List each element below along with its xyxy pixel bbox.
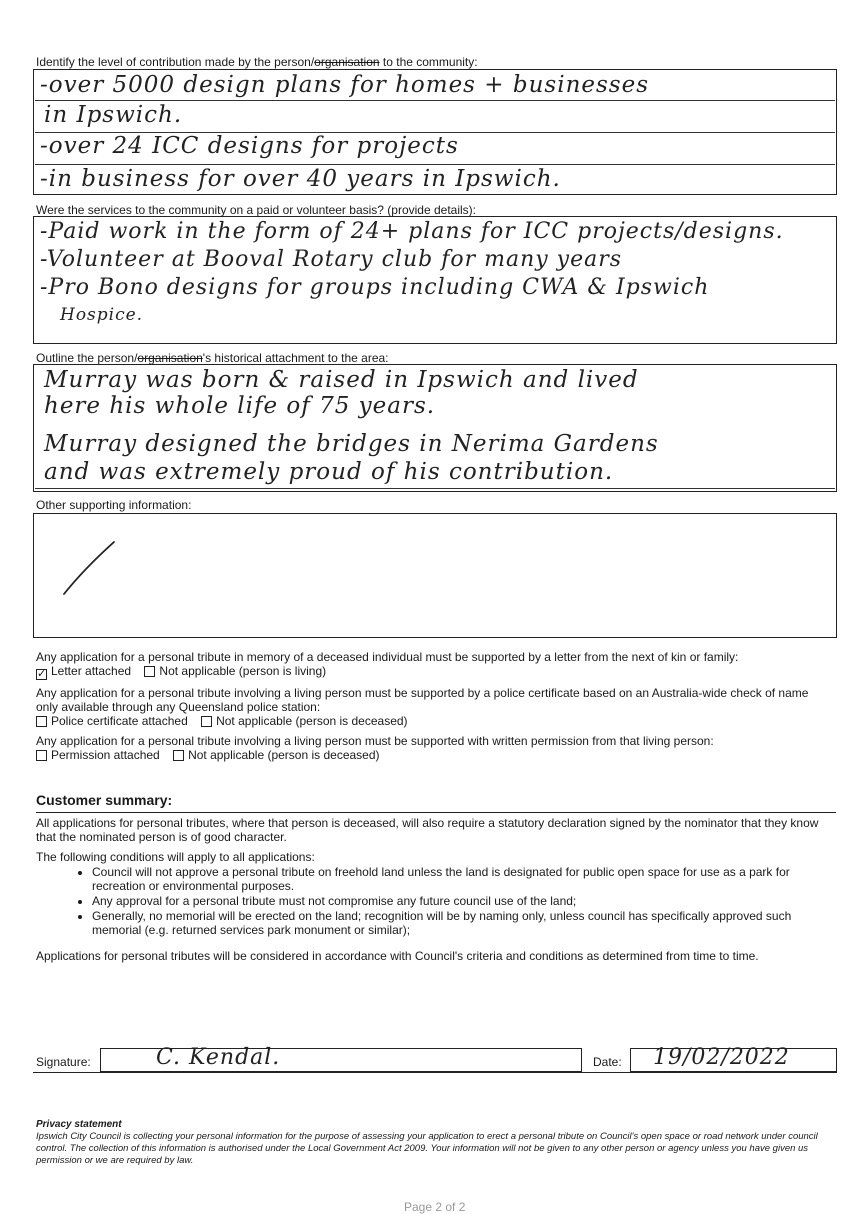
requirement-text: Any application for a personal tribute in memory of a deceased individual must be supported by a letter from the next of kin or family:	[36, 650, 739, 664]
not-applicable-deceased-option[interactable]: Not applicable (person is deceased)	[201, 714, 407, 728]
services-line-1: -Paid work in the form of 24+ plans for ICC projects/designs.	[40, 219, 784, 244]
contribution-line-1: -over 5000 design plans for homes + businesses	[40, 72, 650, 98]
attachment-label: Outline the person/organisation's historical attachment to the area:	[36, 351, 389, 365]
services-label: Were the services to the community on a paid or volunteer basis? (provide details):	[36, 203, 476, 217]
requirement-deceased	[36, 650, 826, 680]
condition-item: • Generally, no memorial will be erected on the land; recognition will be by naming only, unless council has specifically approved such memorial (e.g. returned services park monument or similar);	[92, 909, 826, 937]
checkbox[interactable]	[173, 750, 184, 761]
checkbox[interactable]	[144, 666, 155, 677]
signature-value: C. Kendal.	[156, 1045, 281, 1070]
summary-heading: Customer summary:	[36, 792, 173, 808]
checkbox[interactable]	[201, 716, 212, 727]
summary-para-1: All applications for personal tributes, where that person is deceased, will also require a statutory declaration signed by the nominator that they know that the nominated person is of good character.	[36, 816, 819, 844]
attachment-line-2: here his whole life of 75 years.	[44, 393, 436, 419]
pen-stroke-mark	[54, 534, 174, 624]
contribution-line-4: -in business for over 40 years in Ipswich.	[40, 166, 561, 192]
summary-para-2: Applications for personal tributes will be considered in accordance with Council's criteria and conditions as determined from time to time.	[36, 949, 759, 963]
summary-heading-row	[36, 792, 836, 813]
attachment-box[interactable]	[33, 364, 837, 492]
not-applicable-deceased-option-2[interactable]: Not applicable (person is deceased)	[173, 748, 379, 762]
other-label: Other supporting information:	[36, 498, 192, 512]
page-number: Page 2 of 2	[404, 1200, 466, 1214]
contribution-line-3: -over 24 ICC designs for projects	[40, 133, 459, 159]
conditions-list	[36, 865, 826, 937]
not-applicable-living-option[interactable]: Not applicable (person is living)	[144, 664, 326, 678]
attachment-line-3: Murray designed the bridges in Nerima Gardens	[44, 431, 659, 457]
date-label: Date:	[593, 1055, 622, 1069]
privacy-heading: Privacy statement	[36, 1119, 122, 1130]
attachment-line-1: Murray was born & raised in Ipswich and lived	[44, 367, 639, 393]
requirements	[36, 650, 826, 762]
signature-row	[33, 1045, 837, 1073]
privacy-section	[36, 1119, 826, 1167]
attachment-line-4: and was extremely proud of his contribution.	[44, 459, 614, 485]
contribution-label: Identify the level of contribution made by the person/organisation to the community:	[36, 55, 478, 69]
conditions-intro: The following conditions will apply to all applications:	[36, 850, 315, 864]
contribution-box[interactable]	[33, 69, 837, 195]
signature-field[interactable]	[100, 1045, 582, 1072]
permission-attached-option[interactable]: Permission attached	[36, 748, 160, 762]
services-line-3: -Pro Bono designs for groups including CWA & Ipswich	[40, 275, 710, 300]
checkbox[interactable]	[36, 750, 47, 761]
condition-item: • Any approval for a personal tribute must not compromise any future council use of the land;	[92, 894, 826, 908]
requirement-text: Any application for a personal tribute involving a living person must be supported by a police certificate based on an Australia-wide check of name only available through any Queensland police station:	[36, 686, 809, 714]
requirement-text: Any application for a personal tribute involving a living person must be supported with written permission from that living person:	[36, 734, 714, 748]
other-box[interactable]	[33, 513, 837, 638]
checkbox-checked[interactable]: ✓	[37, 668, 47, 680]
requirement-living-police	[36, 686, 826, 728]
privacy-text: Ipswich City Council is collecting your personal information for the purpose of assessing your application to erect a personal tribute on Council's open space or road network under council control. The collection of this information is authorised under the Local Government Act 2009. Your information will not be given to any other person or agency unless you have given us permission or we are required by law.	[36, 1131, 818, 1166]
checkbox[interactable]	[36, 716, 47, 727]
services-box[interactable]	[33, 216, 837, 344]
summary-body	[36, 816, 826, 963]
services-line-4: Hospice.	[60, 305, 144, 325]
condition-item: • Council will not approve a personal tribute on freehold land unless the land is designated for public open space for use as a park for recreation or environmental purposes.	[92, 865, 826, 893]
date-field[interactable]	[630, 1045, 837, 1072]
police-certificate-option[interactable]: Police certificate attached	[36, 714, 188, 728]
requirement-living-permission	[36, 734, 826, 762]
date-value: 19/02/2022	[653, 1045, 790, 1070]
letter-attached-option[interactable]: ✓ Letter attached	[37, 664, 132, 680]
services-line-2: -Volunteer at Booval Rotary club for many years	[40, 247, 623, 272]
signature-label: Signature:	[36, 1055, 91, 1069]
contribution-line-2: in Ipswich.	[44, 102, 183, 128]
